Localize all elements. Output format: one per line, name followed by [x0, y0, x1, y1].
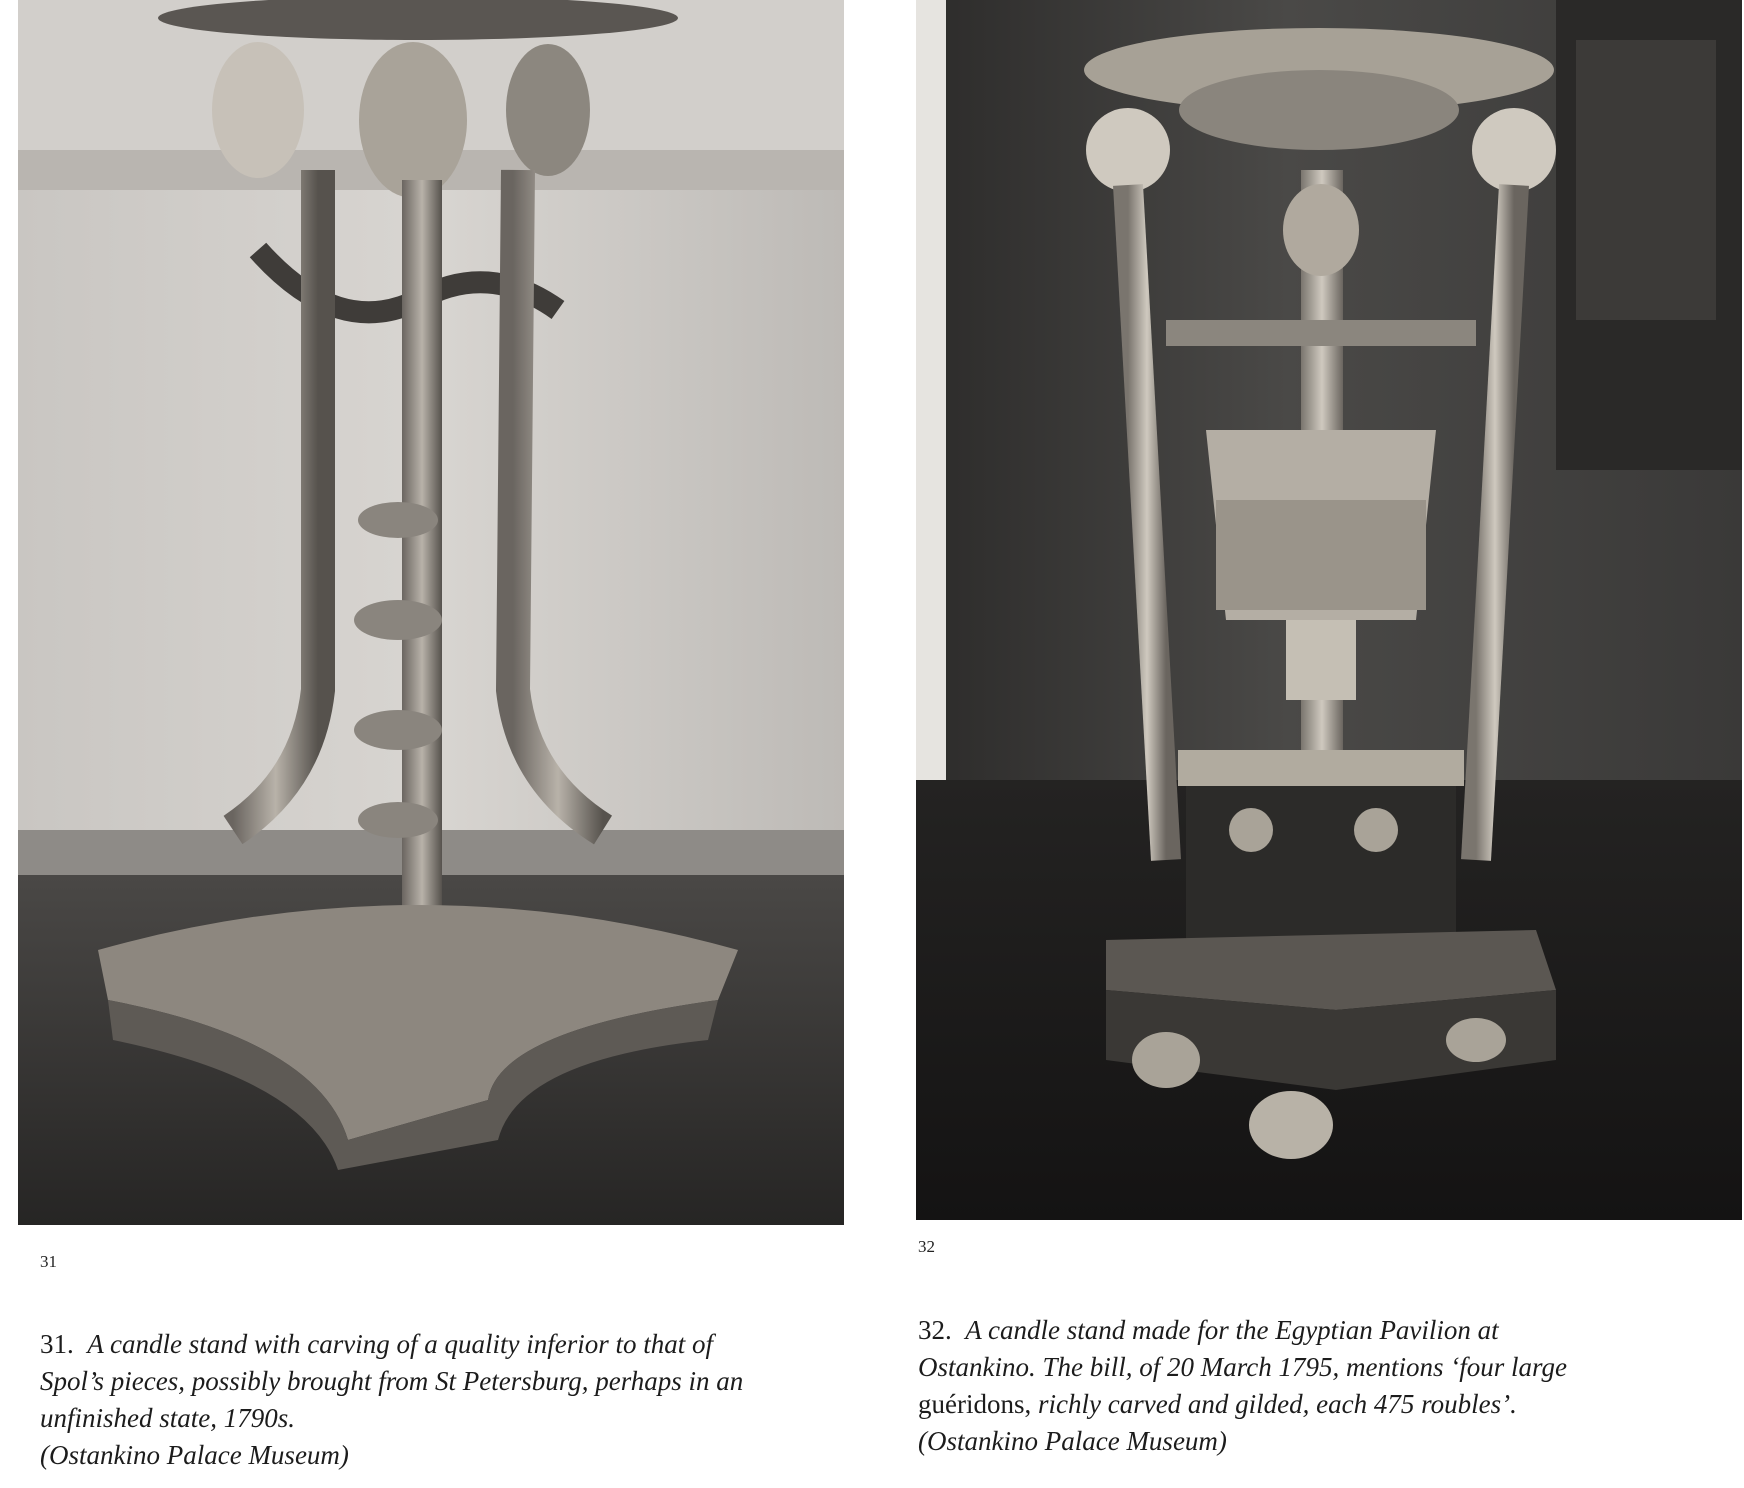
caption-32-line-3	[918, 1386, 1738, 1423]
caption-32-roman-word: guéridons,	[918, 1389, 1032, 1419]
caption-31-source: (Ostankino Palace Museum)	[40, 1440, 349, 1470]
plate-number-32: 32	[918, 1237, 935, 1256]
photo-candle-stand-32	[916, 0, 1742, 1220]
caption-31-line-2: Spol’s pieces, possibly brought from St Petersburg, perhaps in an	[40, 1366, 744, 1396]
plate-number-31: 31	[40, 1252, 57, 1271]
caption-32-text-1: A candle stand made for the Egyptian Pavilion at	[965, 1315, 1499, 1345]
caption-32-text-3: richly carved and gilded, each 475 roubles’.	[1031, 1389, 1517, 1419]
caption-32-source: (Ostankino Palace Museum)	[918, 1426, 1227, 1456]
caption-31	[40, 1326, 860, 1474]
photo-32-image	[916, 0, 1742, 1220]
caption-32-line-2: Ostankino. The bill, of 20 March 1795, mentions ‘four large	[918, 1352, 1567, 1382]
caption-31-line-3: unfinished state, 1790s.	[40, 1403, 295, 1433]
caption-32	[918, 1312, 1738, 1460]
caption-31-text-1: A candle stand with carving of a quality inferior to that of	[87, 1329, 713, 1359]
caption-31-line-1	[40, 1326, 860, 1363]
caption-32-number: 32.	[918, 1315, 952, 1345]
photo-candle-stand-31	[18, 0, 844, 1225]
caption-32-line-1	[918, 1312, 1738, 1349]
photo-31-image	[18, 0, 844, 1225]
caption-31-number: 31.	[40, 1329, 74, 1359]
